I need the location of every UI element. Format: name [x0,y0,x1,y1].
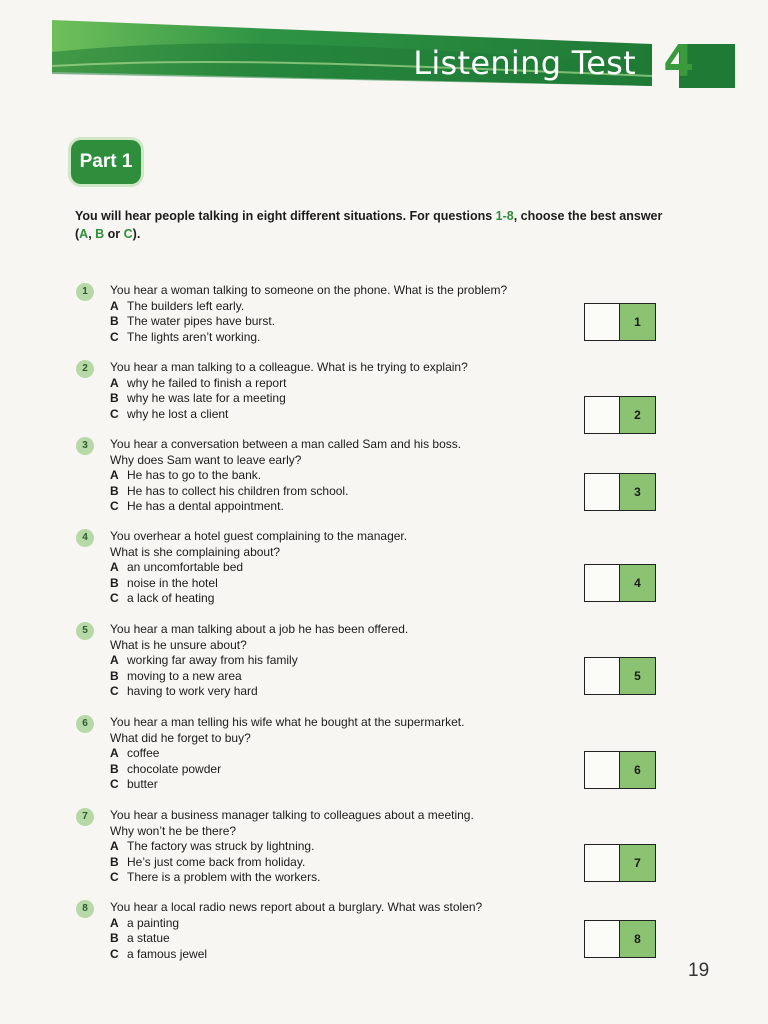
question-prompt: What did he forget to buy? [110,730,251,745]
option-letter: C [110,329,119,344]
option-text: The builders left early. [127,298,245,313]
option-a [110,560,556,576]
option-letter: A [110,746,119,760]
page-number: 19 [688,960,710,981]
option-c [110,947,556,963]
question-prompt: You hear a man talking about a job he has been offered. [110,622,409,636]
option-text: a painting [127,915,180,930]
question-4 [76,529,556,607]
option-b [110,762,556,778]
option-letter: B [110,483,119,498]
option-letter: C [110,870,119,884]
question-range: 1-8 [495,209,514,223]
option-text: He’s just come back from holiday. [127,854,306,869]
option-text: a lack of heating [127,591,215,605]
answer-box-6 [584,751,656,789]
question-prompt: Why won’t he be there? [110,823,237,838]
question-prompt: Why does Sam want to leave early? [110,452,302,467]
option-a [110,376,556,392]
answer-box-2 [584,396,656,434]
option-c [110,684,556,700]
option-a [110,299,556,315]
option-text: noise in the hotel [127,575,218,590]
option-letter: B [110,668,119,683]
option-b [110,669,556,685]
option-letter: C [110,406,119,421]
option-text: chocolate powder [127,761,222,776]
answer-field[interactable] [585,397,620,433]
question-2 [76,360,556,422]
option-text: having to work very hard [127,684,258,698]
option-c [110,870,556,886]
option-letter: B [110,931,119,945]
question-number-badge: 5 [76,622,94,640]
answer-box-8 [584,920,656,958]
answer-box-5 [584,657,656,695]
option-letter: A [110,375,119,390]
answer-box-4 [584,564,656,602]
option-text: a famous jewel [127,946,208,961]
option-a [110,746,556,762]
instructions-text: , choose the best answer ( [75,209,663,241]
option-letter: A [110,653,119,667]
option-text: butter [127,777,158,791]
test-number: 4 [663,36,694,87]
option-letter-a: A [79,227,89,241]
answer-box-7 [584,844,656,882]
option-text: He has to collect his children from school. [127,483,349,498]
option-letter: C [110,591,119,605]
answer-box-label: 2 [620,397,655,433]
option-letter: A [110,915,119,930]
answer-field[interactable] [585,565,620,601]
option-a [110,653,556,669]
instructions-separator: or [104,227,124,241]
answer-box-label: 4 [620,565,655,601]
answer-field[interactable] [585,304,620,340]
option-text: why he was late for a meeting [127,391,286,405]
question-number-badge: 6 [76,715,94,733]
option-text: moving to a new area [127,668,242,683]
question-prompt: You hear a woman talking to someone on the phone. What is the problem? [110,283,508,297]
option-text: He has to go to the bank. [127,468,262,482]
question-prompt: You hear a man telling his wife what he bought at the supermarket. [110,715,465,729]
instructions [75,207,675,243]
answer-field[interactable] [585,845,620,881]
option-text: coffee [127,746,160,760]
option-b [110,576,556,592]
answer-field[interactable] [585,921,620,957]
question-1 [76,283,556,345]
instructions-text: You will hear people talking in eight different situations. For questions [75,209,496,223]
answer-box-label: 3 [620,474,655,510]
question-5 [76,622,556,700]
option-b [110,314,556,330]
option-letter: A [110,298,119,313]
question-prompt: What is he unsure about? [110,637,247,652]
question-prompt: You hear a man talking to a colleague. What is he trying to explain? [110,360,468,374]
option-text: He has a dental appointment. [127,499,284,513]
question-number-badge: 8 [76,900,94,918]
answer-box-label: 6 [620,752,655,788]
option-a [110,839,556,855]
option-b [110,484,556,500]
option-letter: A [110,560,119,574]
question-prompt: You hear a local radio news report about a burglary. What was stolen? [110,900,483,914]
question-number-badge: 4 [76,529,94,547]
option-c [110,330,556,346]
option-letter: B [110,575,119,590]
option-c [110,407,556,423]
option-letter: C [110,946,119,961]
test-title: Listening Test [413,44,636,82]
question-prompt: You overhear a hotel guest complaining to the manager. [110,529,408,543]
option-c [110,499,556,515]
option-text: The factory was struck by lightning. [127,839,315,853]
option-text: working far away from his family [127,653,298,667]
answer-box-label: 7 [620,845,655,881]
option-b [110,931,556,947]
answer-field[interactable] [585,752,620,788]
option-a [110,468,556,484]
option-text: a statue [127,931,170,945]
option-c [110,591,556,607]
answer-box-3 [584,473,656,511]
option-text: an uncomfortable bed [127,560,244,574]
option-text: why he lost a client [127,406,229,421]
answer-box-label: 8 [620,921,655,957]
option-letter: B [110,761,119,776]
question-number-badge: 2 [76,360,94,378]
part-badge: Part 1 [71,140,141,184]
answer-field[interactable] [585,474,620,510]
option-text: There is a problem with the workers. [127,870,321,884]
question-number-badge: 3 [76,437,94,455]
option-text: The lights aren’t working. [127,329,261,344]
question-7 [76,808,556,886]
option-letter-c: C [123,227,133,241]
question-number-badge: 1 [76,283,94,301]
answer-box-label: 5 [620,658,655,694]
question-number-badge: 7 [76,808,94,826]
question-prompt: You hear a conversation between a man called Sam and his boss. [110,437,462,451]
question-prompt: What is she complaining about? [110,544,281,559]
option-letter: B [110,391,119,405]
answer-field[interactable] [585,658,620,694]
header-banner [52,14,742,94]
question-3 [76,437,556,515]
question-8 [76,900,556,962]
option-text: why he failed to finish a report [127,375,287,390]
option-letter: C [110,684,119,698]
instructions-separator: , [88,227,96,241]
option-a [110,916,556,932]
option-letter-b: B [95,227,105,241]
answer-box-1 [584,303,656,341]
option-text: The water pipes have burst. [127,314,276,328]
option-b [110,855,556,871]
option-b [110,391,556,407]
question-6 [76,715,556,793]
option-letter: C [110,499,119,513]
instructions-text: ). [132,227,141,241]
question-prompt: You hear a business manager talking to colleagues about a meeting. [110,808,474,822]
answer-box-label: 1 [620,304,655,340]
option-letter: B [110,314,119,328]
option-letter: A [110,839,119,853]
option-c [110,777,556,793]
option-letter: C [110,777,119,791]
option-letter: B [110,854,119,869]
option-letter: A [110,468,119,482]
